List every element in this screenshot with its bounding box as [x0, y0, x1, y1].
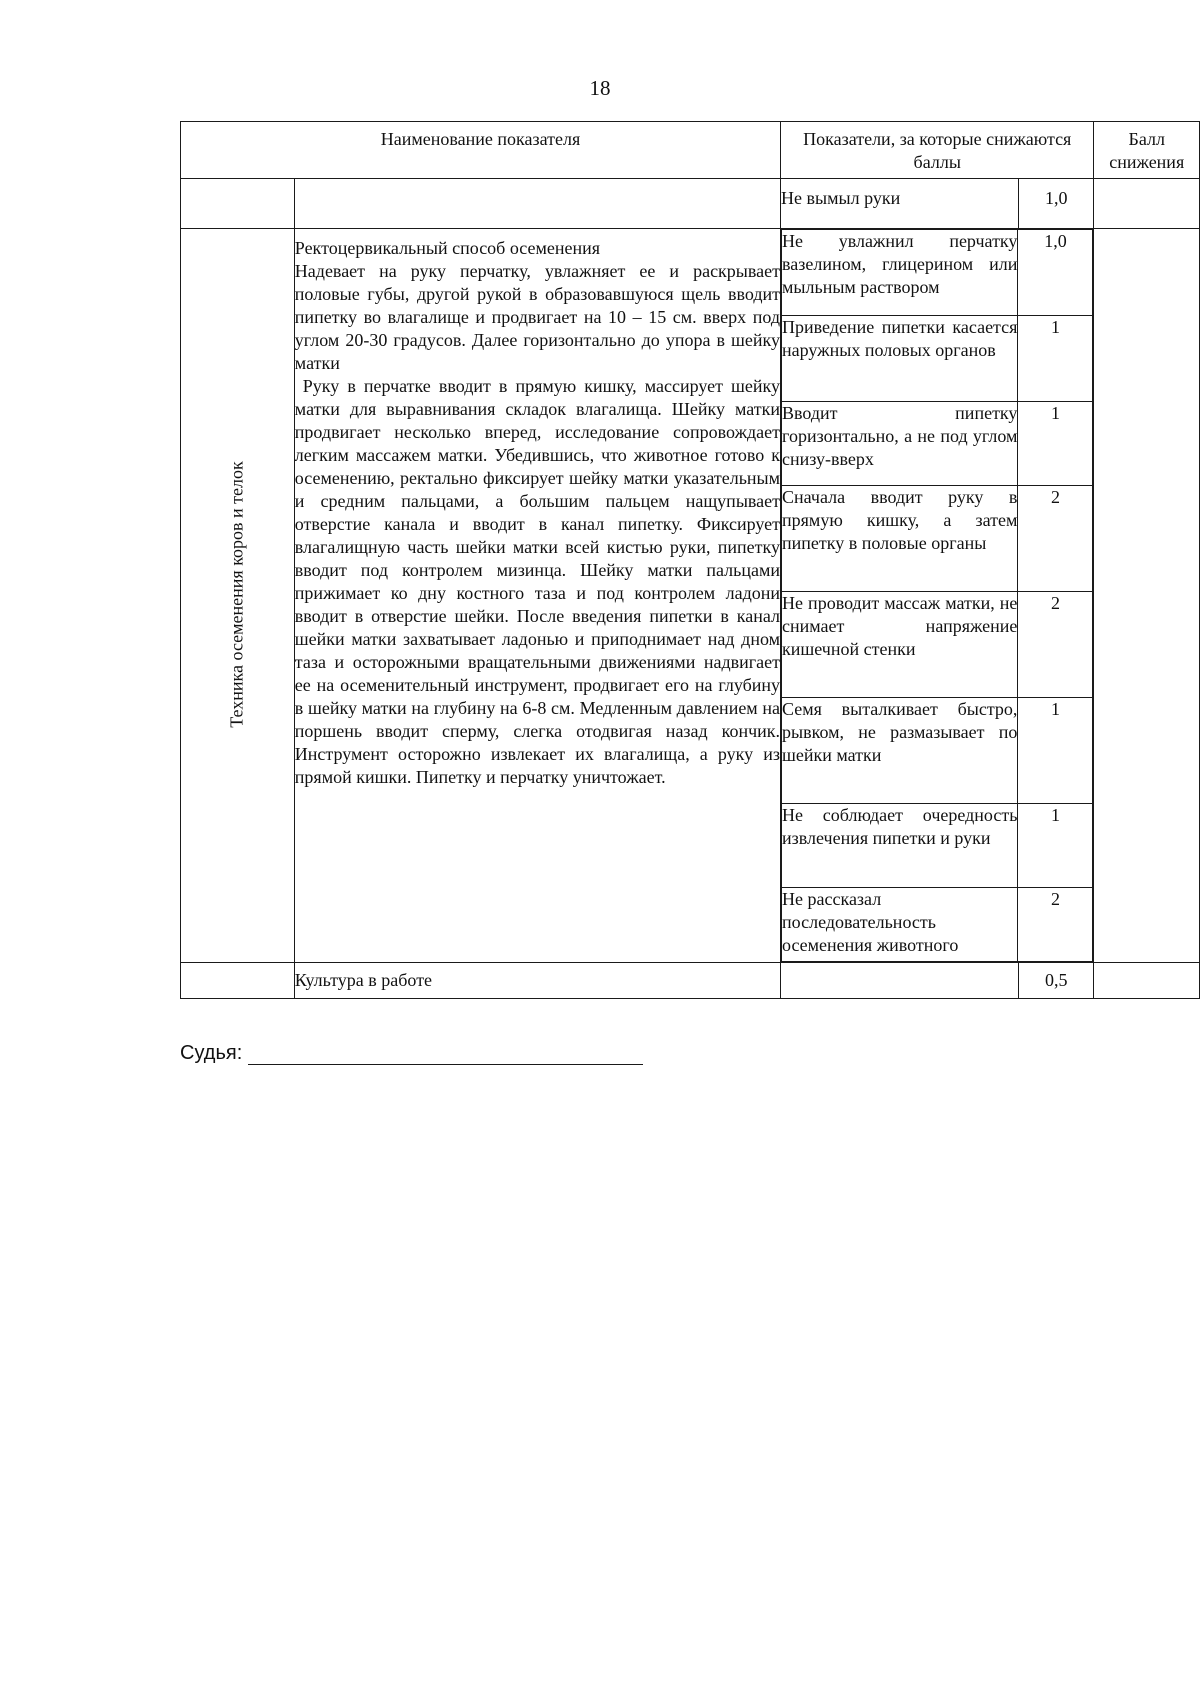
penalty-text: Сначала вводит руку в прямую кишку, а затем пипетку в половые органы: [782, 486, 1018, 592]
penalty-list: [781, 229, 1093, 962]
penalty-points: 1: [1018, 804, 1093, 888]
header-row: [181, 122, 1200, 179]
penalty-text: Вводит пипетку горизонтально, а не под углом снизу-вверх: [782, 402, 1018, 486]
penalty-row: [782, 230, 1093, 316]
section-label: Техника осеменения коров и телок: [226, 461, 247, 728]
penalty-text: [781, 963, 1019, 999]
penalty-text: Не соблюдает очередность извлечения пипетки и руки: [782, 804, 1018, 888]
penalty-text: Семя выталкивает быстро, рывком, не размазывает по шейки матки: [782, 698, 1018, 804]
page-number: 18: [589, 76, 611, 100]
penalty-text: Не вымыл руки: [781, 179, 1019, 229]
section-row: [181, 229, 1200, 963]
penalty-points: 2: [1018, 486, 1093, 592]
penalty-text: Приведение пипетки касается наружных половых органов: [782, 316, 1018, 402]
penalty-row: [782, 316, 1093, 402]
deduction-cell: [1094, 179, 1200, 229]
deduction-cell: [1094, 963, 1200, 999]
header-penalties: Показатели, за которые снижаются баллы: [781, 122, 1094, 179]
penalty-points: 1: [1018, 698, 1093, 804]
procedure-paragraph: Надевает на руку перчатку, увлажняет ее и раскрывает половые губы, другой рукой в образовавшуюся щель вводит пипетку во влагалище и продвигает на 10 – 15 см. вверх под углом 20-30 градусов. Далее горизонтально до упора в шейку матки: [294, 261, 781, 373]
penalty-list-cell: [781, 229, 1094, 963]
penalty-text: Не рассказал последовательность осеменения животного: [782, 888, 1018, 962]
header-deduction: Балл снижения: [1094, 122, 1200, 179]
empty-cell: [294, 179, 780, 229]
empty-cell: [181, 179, 295, 229]
score-table: [180, 121, 1200, 999]
procedure-cell: [294, 229, 780, 963]
table-row: [181, 963, 1200, 999]
penalty-row: [782, 804, 1093, 888]
penalty-row: [782, 698, 1093, 804]
penalty-text: Не проводит массаж матки, не снимает напряжение кишечной стенки: [782, 592, 1018, 698]
deduction-cell: [1094, 229, 1200, 963]
section-label-cell: [181, 229, 295, 963]
penalty-points: 2: [1018, 888, 1093, 962]
penalty-row: [782, 402, 1093, 486]
penalty-points: 2: [1018, 592, 1093, 698]
penalty-points: 0,5: [1018, 963, 1094, 999]
signature-line: [248, 1064, 643, 1065]
empty-cell: [181, 963, 295, 999]
penalty-row: [782, 486, 1093, 592]
penalty-points: 1: [1018, 316, 1093, 402]
penalty-row: [782, 592, 1093, 698]
header-indicator: Наименование показателя: [181, 122, 781, 179]
indicator-text: Культура в работе: [294, 963, 780, 999]
penalty-points: 1,0: [1018, 179, 1094, 229]
penalty-row: [782, 888, 1093, 962]
table-row: [181, 179, 1200, 229]
penalty-points: 1,0: [1018, 230, 1093, 316]
procedure-title: Ректоцервикальный способ осеменения: [294, 238, 601, 258]
penalty-text: Не увлажнил перчатку вазелином, глицерином или мыльным раствором: [782, 230, 1018, 316]
judge-label: Судья:: [180, 1042, 243, 1064]
penalty-points: 1: [1018, 402, 1093, 486]
procedure-paragraph: Руку в перчатке вводит в прямую кишку, массирует шейку матки для выравнивания складок влагалища. Шейку матки продвигает несколько вперед, исследование сопровождает легким массажем матки. Убедившись, что животное готово к осеменению, ректально фиксирует шейку матки указательным и средним пальцами, а большим пальцем нащупывает отверстие канала и вводит в канал пипетку. Фиксирует влагалищную часть шейки матки всей кистью руки, пипетку вводит под контролем мизинца. Шейку матки пальцами прижимает ко дну костного таза и под контролем ладони вводит в отверстие шейки. После введения пипетки в канал шейки матки захватывает ладонью и приподнимает над дном таза и осторожными вращательными движениями надвигает ее на осеменительный инструмент, продвигает его на глубину в шейку матки на глубину на 6-8 см. Медленным давлением на поршень вводит сперму, слегка отодвигая назад кончик. Инструмент осторожно извлекает их влагалища, а руку из прямой кишки. Пипетку и перчатку уничтожает.: [294, 376, 781, 787]
